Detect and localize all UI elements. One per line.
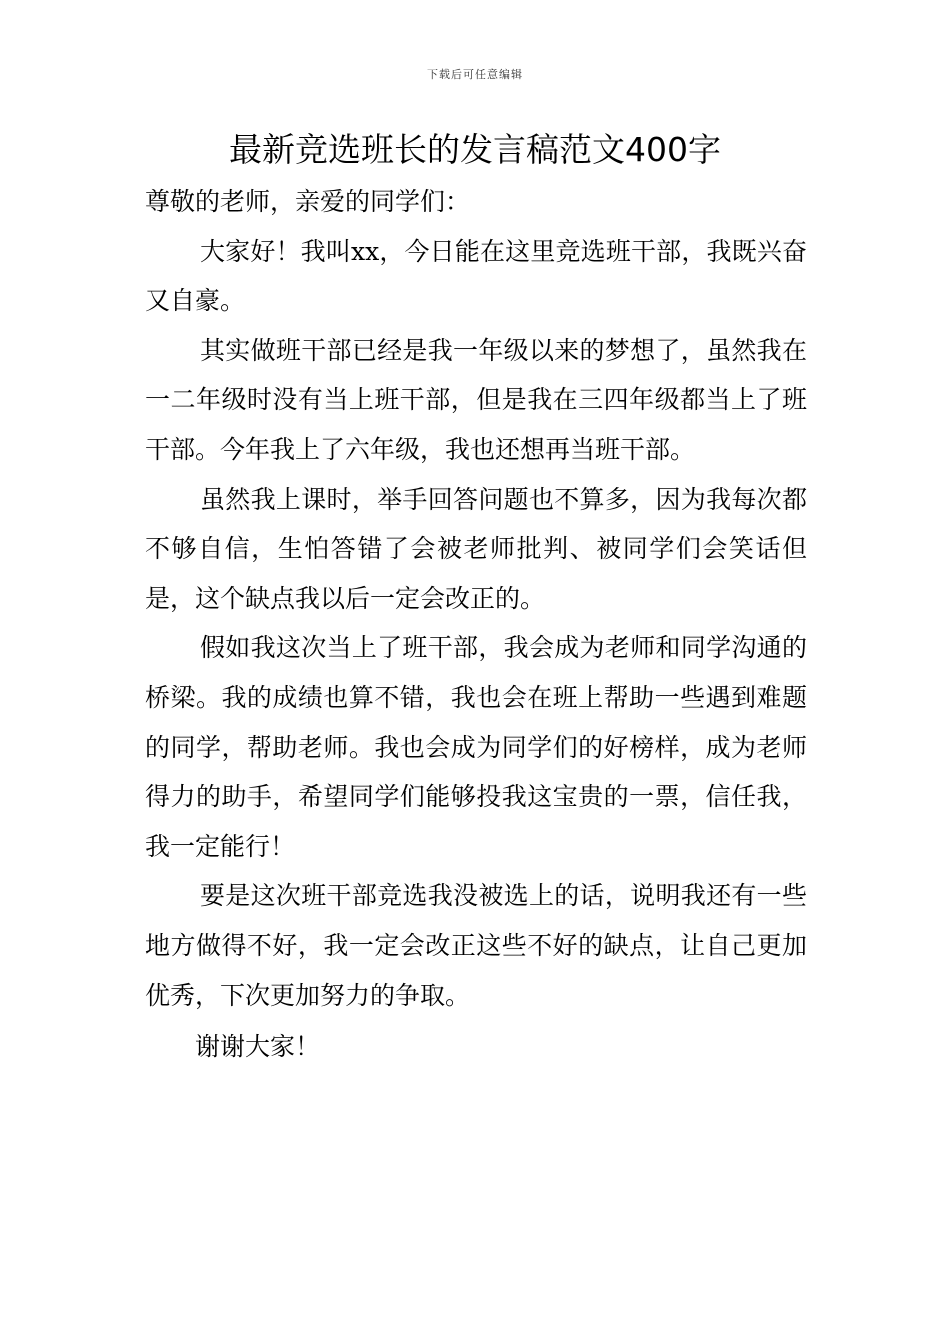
paragraph-promise: 假如我这次当上了班干部，我会成为老师和同学沟通的桥梁。我的成绩也算不错，我也会在班上帮助一些遇到难题的同学，帮助老师。我也会成为同学们的好榜样，成为老师得力的助手，希望同学们能够投我这宝贵的一票，信任我，我一定能行！ [145,633,807,861]
paragraph-greeting: 大家好！我叫xx，今日能在这里竞选班干部，我既兴奋又自豪。 [145,236,807,316]
document-title: 最新竞选班长的发言稿范文400字 [229,130,721,169]
closing-line: 谢谢大家！ [195,1032,321,1062]
salutation: 尊敬的老师，亲爱的同学们： [145,187,471,216]
document-body [145,177,807,1072]
paragraph-if-not-elected: 要是这次班干部竞选我没被选上的话，说明我还有一些地方做得不好，我一定会改正这些不好的缺点，让自己更加优秀，下次更加努力的争取。 [145,881,807,1010]
paragraph-dream: 其实做班干部已经是我一年级以来的梦想了，虽然我在一二年级时没有当上班干部，但是我在三四年级都当上了班干部。今年我上了六年级，我也还想再当班干部。 [145,335,807,464]
paragraph-shortcoming: 虽然我上课时，举手回答问题也不算多，因为我每次都不够自信，生怕答错了会被老师批判、被同学们会笑话但是，这个缺点我以后一定会改正的。 [145,484,807,613]
header-note: 下载后可任意编辑 [427,68,523,81]
